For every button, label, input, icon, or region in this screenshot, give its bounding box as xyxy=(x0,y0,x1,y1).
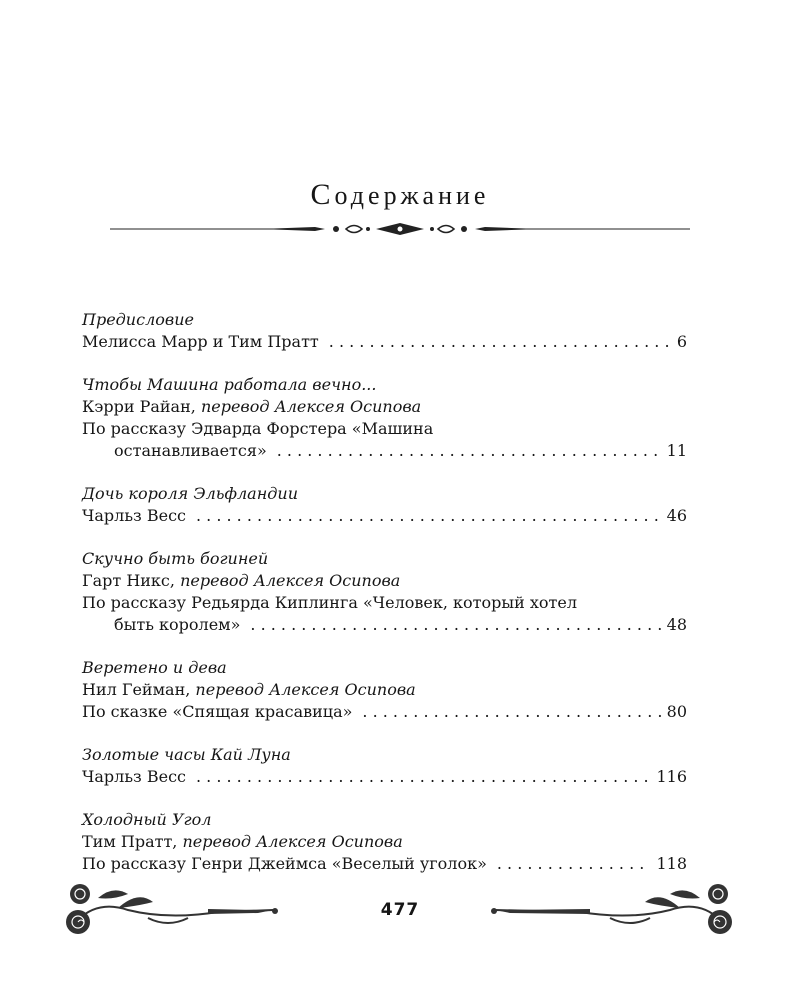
toc-entry-line: быть королем» . . . 48 xyxy=(82,614,687,636)
toc-page-number: 6 xyxy=(676,332,687,351)
toc-author-line: Тим Пратт, перевод Алексея Осипова xyxy=(82,832,403,851)
toc-entry-line: Мелисса Марр и Тим Пратт . . . 6 xyxy=(82,331,687,353)
toc-entry-title: Предисловие xyxy=(82,310,194,329)
toc-entry-title: Золотые часы Кай Луна xyxy=(82,745,291,764)
toc-entry-title: Скучно быть богиней xyxy=(82,549,269,568)
toc-entry-cold-corner xyxy=(82,809,687,875)
toc-page-number: 116 xyxy=(656,767,687,786)
table-of-contents xyxy=(82,309,687,896)
toc-entry-title: Холодный Угол xyxy=(82,810,212,829)
toc-entry-line: По рассказу Генри Джеймса «Веселый уголок» . . . 118 xyxy=(82,853,687,875)
toc-entry-title: Дочь короля Эльфландии xyxy=(82,484,298,503)
toc-entry-goddess xyxy=(82,548,687,636)
toc-entry-title: Чтобы Машина работала вечно... xyxy=(82,375,377,394)
page-number: 477 xyxy=(380,900,420,920)
toc-page-number: 11 xyxy=(666,441,687,460)
toc-page-number: 118 xyxy=(656,854,687,873)
toc-entry-golden-watch xyxy=(82,744,687,788)
toc-page-number: 48 xyxy=(666,615,687,634)
title-divider-ornament xyxy=(110,220,690,238)
toc-source-line: По рассказу Редьярда Киплинга «Человек, который хотел xyxy=(82,593,578,612)
toc-entry-line: останавливается» . . . 11 xyxy=(82,440,687,462)
toc-entry-line: По сказке «Спящая красавица» . . . 80 xyxy=(82,701,687,723)
toc-page-number: 80 xyxy=(666,702,687,721)
toc-source-line: По рассказу Эдварда Форстера «Машина xyxy=(82,419,434,438)
toc-entry-elfland xyxy=(82,483,687,527)
toc-entry-title: Веретено и дева xyxy=(82,658,227,677)
toc-author-line: Нил Гейман, перевод Алексея Осипова xyxy=(82,680,416,699)
page-title: Содержание xyxy=(310,178,490,211)
toc-entry-machine xyxy=(82,374,687,462)
toc-entry-line: Чарльз Весс . . . 116 xyxy=(82,766,687,788)
toc-author-line: Кэрри Райан, перевод Алексея Осипова xyxy=(82,397,422,416)
toc-entry-preface xyxy=(82,309,687,353)
toc-entry-spindle xyxy=(82,657,687,723)
toc-author-line: Гарт Никс, перевод Алексея Осипова xyxy=(82,571,401,590)
toc-entry-line: Чарльз Весс . . . 46 xyxy=(82,505,687,527)
toc-page-number: 46 xyxy=(666,506,687,525)
